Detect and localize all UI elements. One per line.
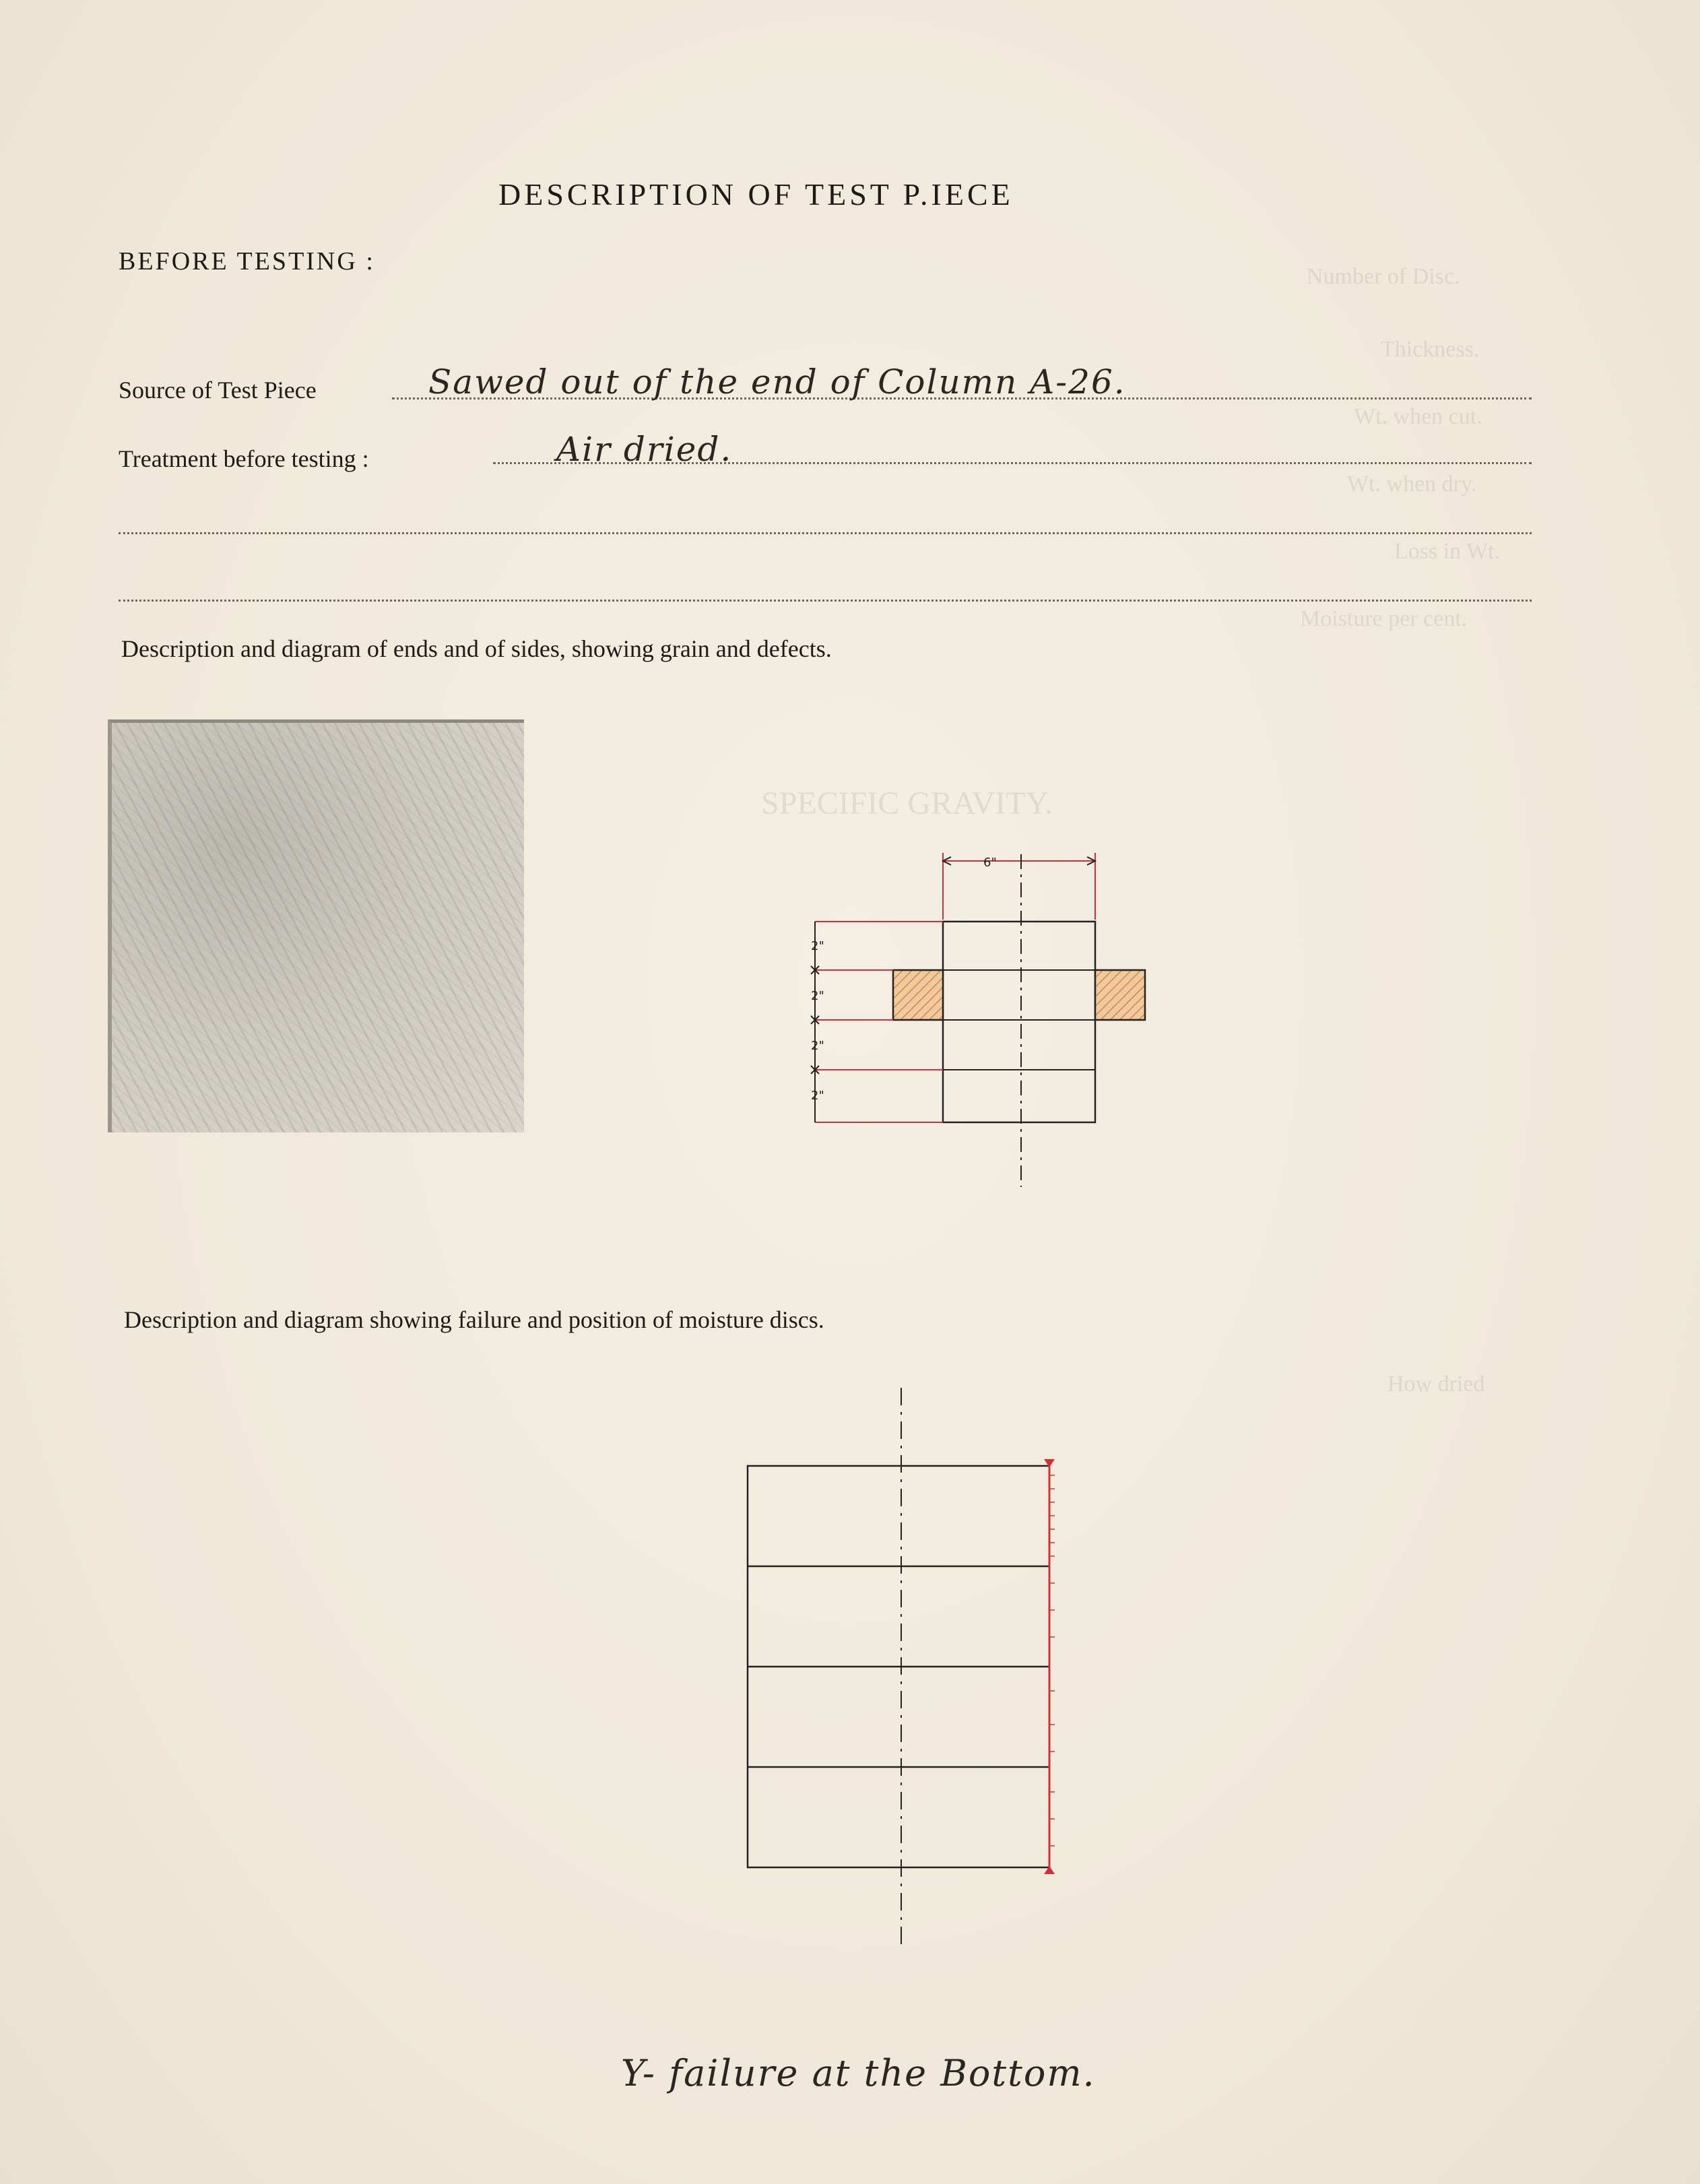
height-label-2: 2" [811, 989, 824, 1003]
end-grain-print [108, 719, 524, 1132]
blank-dotted-line-1 [119, 532, 1532, 534]
treatment-handwritten-value: Air dried. [556, 430, 733, 469]
height-label-3: 2" [811, 1039, 824, 1053]
show-through-text: Wt. when cut. [1354, 404, 1482, 429]
height-label-1: 2" [811, 939, 824, 953]
right-hatched-block [1095, 970, 1145, 1020]
left-hatched-block [893, 970, 943, 1020]
failure-diagram [727, 1388, 1078, 1967]
column-section-outline [943, 922, 1095, 1122]
cross-section-diagram [802, 842, 1152, 1192]
source-handwritten-value: Sawed out of the end of Column A-26. [428, 362, 1126, 402]
ends-sides-caption: Description and diagram of ends and of sides, showing grain and defects. [121, 635, 832, 662]
show-through-text: Loss in Wt. [1394, 539, 1501, 564]
before-testing-heading: BEFORE TESTING : [119, 247, 375, 276]
show-through-text: Thickness. [1381, 337, 1480, 362]
treatment-label: Treatment before testing : [119, 445, 369, 472]
show-through-text: Moisture per cent. [1300, 606, 1468, 631]
show-through-text: Wt. when dry. [1347, 472, 1477, 496]
blank-dotted-line-2 [119, 600, 1532, 602]
height-label-4: 2" [811, 1089, 824, 1103]
failure-handwritten-note: Y- failure at the Bottom. [621, 2052, 1096, 2094]
show-through-text: SPECIFIC GRAVITY. [761, 785, 1053, 821]
failure-caption: Description and diagram showing failure and position of moisture discs. [124, 1306, 824, 1333]
show-through-text: How dried [1387, 1372, 1485, 1396]
page-title: DESCRIPTION OF TEST P.IECE [498, 177, 1014, 212]
width-dimension-label: 6" [983, 856, 997, 870]
show-through-text: Number of Disc. [1307, 264, 1460, 289]
source-label: Source of Test Piece [119, 377, 317, 404]
